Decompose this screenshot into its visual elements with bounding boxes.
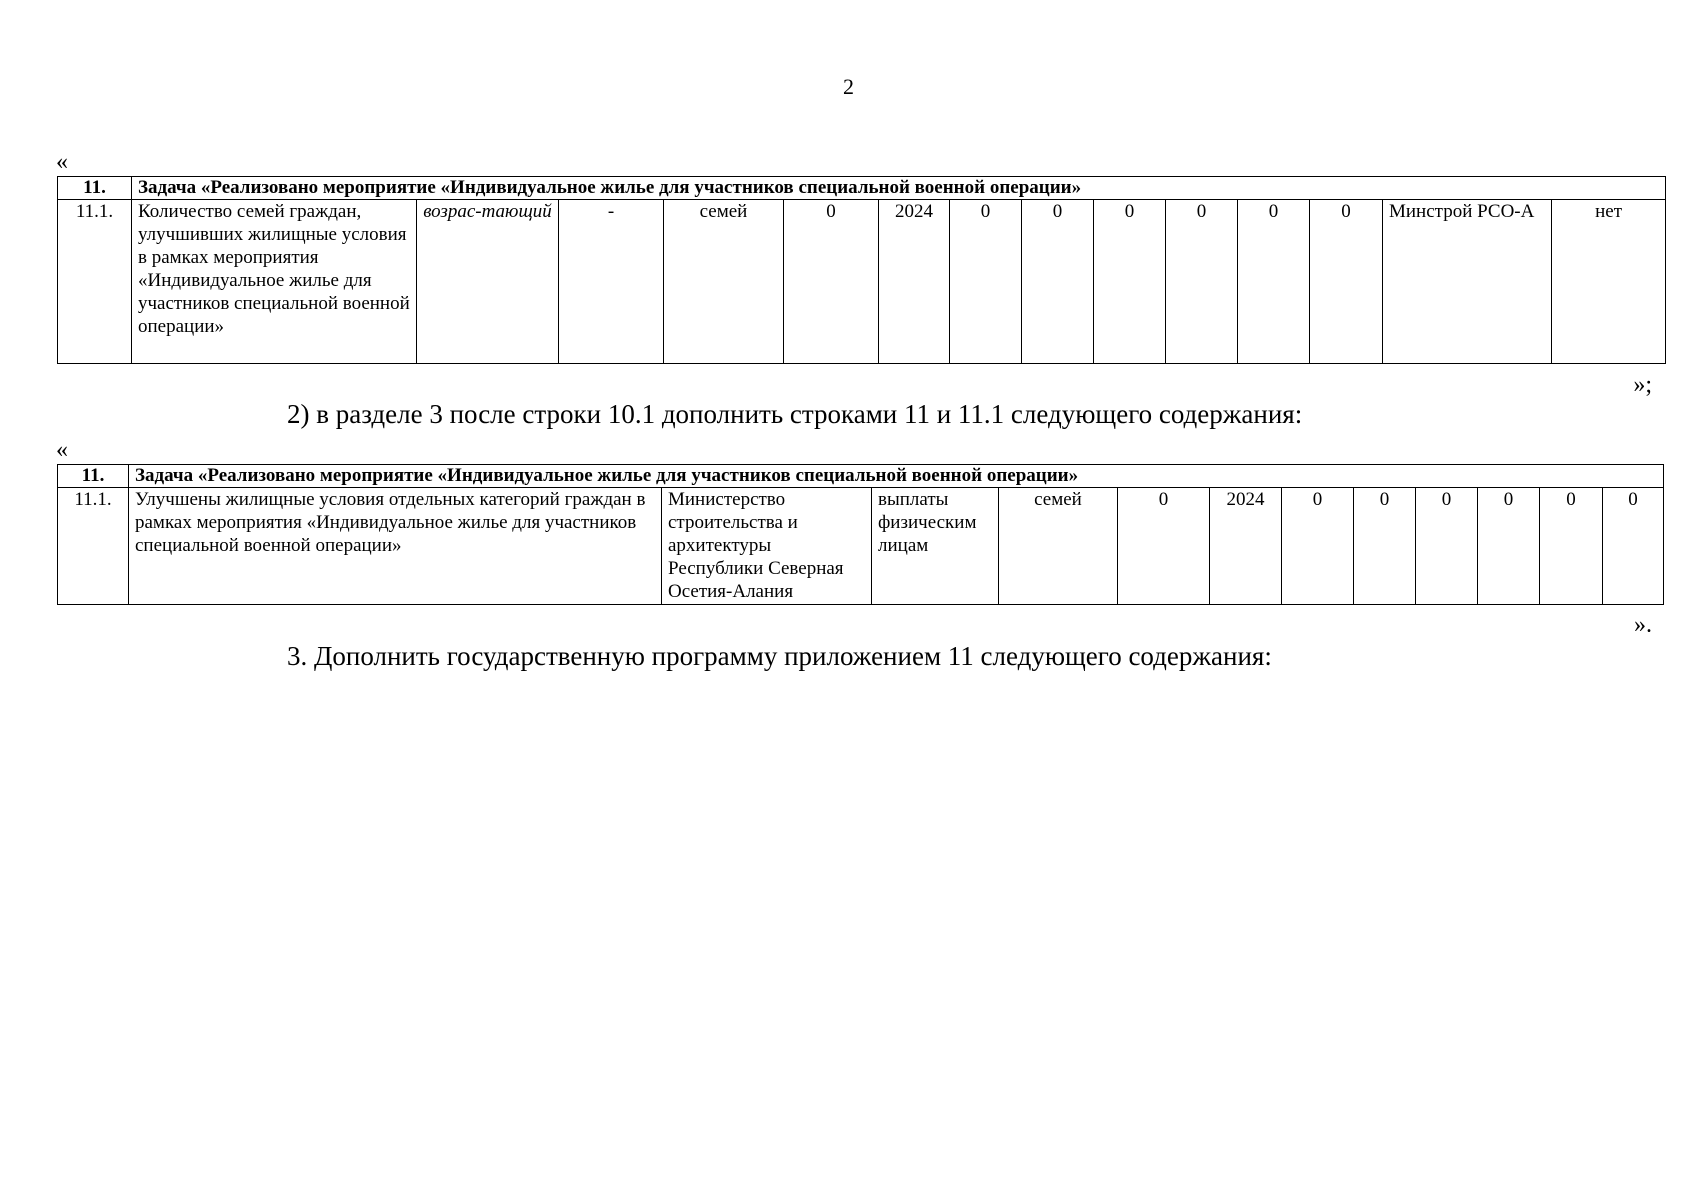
value-4: 0 [1478,488,1540,605]
base-year: 2024 [1210,488,1282,605]
base-year: 2024 [879,200,950,364]
value-3: 0 [1094,200,1166,364]
paragraph-2: 2) в разделе 3 после строки 10.1 дополнить строками 11 и 11.1 следующего содержания: [287,399,1303,429]
task-number: 11. [58,177,132,200]
close-quote-2: ». [1634,612,1652,638]
open-quote-2: « [56,437,68,463]
task-number: 11. [58,465,129,488]
indicators-table-1 [57,176,1666,364]
value-5: 0 [1540,488,1603,605]
result-type: выплаты физическим лицам [872,488,999,605]
open-quote-1: « [56,149,68,175]
indicator-number: 11.1. [58,200,132,364]
indicator-name: Количество семей граждан, улучшивших жилищные условия в рамках мероприятия «Индивидуальное жилье для участников специальной военной операции» [132,200,417,364]
value-3: 0 [1416,488,1478,605]
table1-indicator-row [58,200,1666,364]
table2-result-row [58,488,1664,605]
base-value: 0 [1118,488,1210,605]
result-number: 11.1. [58,488,129,605]
value-1: 0 [1282,488,1354,605]
indicator-unit: семей [664,200,784,364]
value-6: 0 [1310,200,1383,364]
close-quote-1: »; [1633,372,1652,398]
indicator-trend: возрас-тающий [417,200,559,364]
value-6: 0 [1603,488,1664,605]
result-name: Улучшены жилищные условия отдельных категорий граждан в рамках мероприятия «Индивидуальное жилье для участников специальной военной операции» [129,488,662,605]
task-title: Задача «Реализовано мероприятие «Индивидуальное жилье для участников специальной военной операции» [132,177,1666,200]
value-2: 0 [1022,200,1094,364]
task-title: Задача «Реализовано мероприятие «Индивидуальное жилье для участников специальной военной операции» [129,465,1664,488]
value-5: 0 [1238,200,1310,364]
responsible-body: Минстрой РСО-А [1383,200,1552,364]
value-1: 0 [950,200,1022,364]
indicator-flag: нет [1552,200,1666,364]
indicators-table-2 [57,464,1664,605]
result-unit: семей [999,488,1118,605]
base-value: 0 [784,200,879,364]
indicator-level: - [559,200,664,364]
responsible-body: Министерство строительства и архитектуры Республики Северная Осетия-Алания [662,488,872,605]
table2-task-row [58,465,1664,488]
value-2: 0 [1354,488,1416,605]
table1-task-row [58,177,1666,200]
paragraph-3: 3. Дополнить государственную программу приложением 11 следующего содержания: [287,641,1272,671]
page-number: 2 [843,74,854,99]
value-4: 0 [1166,200,1238,364]
